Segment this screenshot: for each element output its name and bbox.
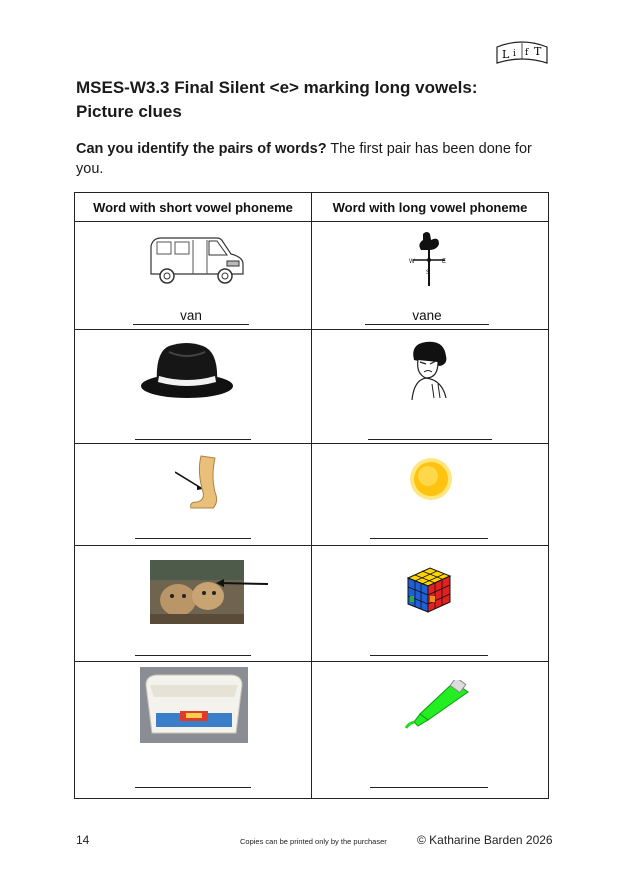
svg-text:L: L [502, 48, 510, 61]
shin-picture [175, 452, 225, 512]
lift-logo [494, 39, 550, 67]
answer-line [370, 522, 488, 539]
instruction [76, 139, 556, 179]
van-picture [147, 234, 247, 286]
tub-photo [140, 667, 248, 743]
hate-face-picture [402, 340, 458, 402]
svg-text:i: i [513, 49, 516, 59]
long-cell [312, 546, 549, 662]
short-cell [75, 222, 312, 330]
svg-text:E: E [442, 259, 447, 265]
answer-line [368, 423, 492, 440]
svg-text:W: W [409, 259, 415, 265]
answer-line [135, 423, 251, 440]
answer-line [135, 771, 251, 788]
instruction-rest: The first pair has been done for you. [76, 141, 532, 177]
glue-tube-picture [402, 680, 472, 730]
answer-line: vane [365, 308, 489, 325]
table-row [75, 662, 549, 799]
table-row [75, 222, 549, 330]
word-pairs-table [74, 192, 549, 799]
rubiks-cube-picture [404, 566, 454, 616]
table-row [75, 444, 549, 546]
long-cell [312, 222, 549, 330]
answer-line [135, 522, 251, 539]
svg-text:S: S [426, 270, 431, 276]
cubs-photo [150, 560, 270, 624]
title-line-1: MSES-W3.3 Final Silent <e> marking long vowels: [76, 78, 478, 97]
weather-vane-picture [409, 230, 449, 288]
table-header-row [75, 193, 549, 222]
copy-note: Copies can be printed only by the purchaser [240, 837, 387, 846]
answer-line [370, 771, 488, 788]
table-row [75, 546, 549, 662]
short-cell [75, 444, 312, 546]
title-line-2: Picture clues [76, 102, 182, 121]
svg-text:T: T [534, 45, 542, 58]
header-short-vowel: Word with short vowel phoneme [75, 193, 312, 222]
copyright: © Katharine Barden 2026 [417, 833, 553, 847]
answer-line [370, 639, 488, 656]
answer-line: van [133, 308, 249, 325]
worksheet-title [76, 76, 556, 124]
table-row [75, 330, 549, 444]
short-cell [75, 546, 312, 662]
svg-text:f: f [525, 48, 529, 58]
sun-shine-picture [408, 456, 454, 502]
short-cell [75, 330, 312, 444]
long-cell [312, 444, 549, 546]
hat-picture [139, 340, 235, 400]
long-cell [312, 662, 549, 799]
header-long-vowel: Word with long vowel phoneme [312, 193, 549, 222]
page-number: 14 [76, 833, 90, 847]
short-cell [75, 662, 312, 799]
instruction-question: Can you identify the pairs of words? [76, 141, 327, 157]
long-cell [312, 330, 549, 444]
answer-line [135, 639, 251, 656]
